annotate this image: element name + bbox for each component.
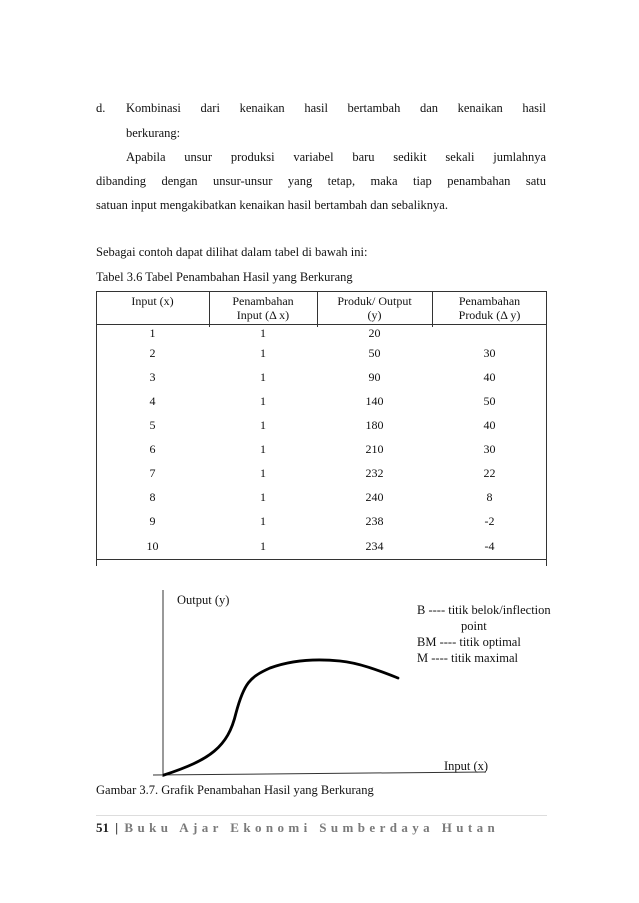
cell-output-increase: 8 bbox=[486, 489, 493, 504]
list-marker: d. bbox=[96, 101, 106, 115]
cell-output-increase: 40 bbox=[483, 369, 496, 384]
table-row bbox=[96, 325, 547, 342]
cell-input-increase: 1 bbox=[260, 417, 266, 432]
table-divider bbox=[209, 291, 210, 327]
cell-output-increase: 30 bbox=[483, 441, 496, 456]
header-input-increase bbox=[209, 292, 317, 325]
header-input bbox=[96, 292, 209, 325]
intro-text: Sebagai contoh dapat dilihat dalam tabel di bawah ini: bbox=[96, 245, 368, 259]
cell-output-increase bbox=[432, 325, 547, 342]
x-axis bbox=[153, 772, 486, 775]
table-border-left bbox=[96, 291, 97, 566]
table-divider bbox=[432, 291, 433, 327]
table-row bbox=[96, 437, 547, 461]
cell-input: 7 bbox=[149, 465, 156, 480]
table-border-right bbox=[546, 291, 547, 566]
cell-output: 234 bbox=[317, 533, 432, 560]
cell-input-increase: 1 bbox=[260, 393, 266, 408]
cell-input-increase: 1 bbox=[260, 369, 266, 384]
cell-input: 6 bbox=[149, 441, 156, 456]
paragraph-line-3: satuan input mengakibatkan kenaikan hasil bertambah dan sebaliknya. bbox=[96, 198, 448, 212]
cell-input: 4 bbox=[149, 393, 156, 408]
cell-output-increase: 30 bbox=[483, 345, 496, 360]
cell-output-increase: 50 bbox=[483, 393, 496, 408]
header-input-increase-line-1: Penambahan bbox=[232, 294, 294, 308]
cell-input-increase: 1 bbox=[260, 513, 266, 528]
cell-input: 9 bbox=[149, 513, 156, 528]
cell-output: 90 bbox=[368, 369, 381, 384]
figure-caption: Gambar 3.7. Grafik Penambahan Hasil yang Berkurang bbox=[96, 783, 374, 797]
cell-input-increase: 1 bbox=[209, 533, 317, 560]
production-table bbox=[96, 291, 547, 560]
header-output-increase-line-2: Produk (Δ y) bbox=[458, 308, 521, 322]
header-input-line-1: Input (x) bbox=[131, 294, 174, 308]
cell-input-increase: 1 bbox=[260, 441, 266, 456]
section-heading-line-2: berkurang: bbox=[126, 126, 181, 140]
cell-input-increase: 1 bbox=[260, 326, 266, 340]
table-header-row bbox=[96, 292, 547, 325]
table-caption: Tabel 3.6 Tabel Penambahan Hasil yang Berkurang bbox=[96, 270, 353, 284]
cell-output: 180 bbox=[365, 417, 384, 432]
x-axis-label: Input (x) bbox=[444, 759, 489, 773]
cell-output-increase: -4 bbox=[432, 533, 547, 560]
cell-output-increase: -2 bbox=[484, 513, 495, 528]
table-row bbox=[96, 341, 547, 365]
legend-optimal: BM ---- titik optimal bbox=[417, 635, 521, 649]
cell-input-increase: 1 bbox=[260, 345, 266, 360]
cell-output: 140 bbox=[365, 393, 384, 408]
table-row bbox=[96, 413, 547, 437]
table-divider bbox=[317, 291, 318, 327]
header-output bbox=[317, 292, 432, 325]
y-axis-label: Output (y) bbox=[177, 593, 230, 607]
cell-output: 50 bbox=[368, 345, 381, 360]
header-output-line-1: Produk/ Output bbox=[337, 294, 412, 308]
table-row bbox=[96, 509, 547, 533]
cell-input: 3 bbox=[149, 369, 156, 384]
table-row bbox=[96, 485, 547, 509]
cell-input-increase: 1 bbox=[260, 489, 266, 504]
page-number: 51 bbox=[96, 820, 109, 835]
cell-input: 1 bbox=[149, 326, 156, 340]
header-output-line-2: (y) bbox=[367, 308, 382, 322]
header-input-increase-line-2: Input (Δ x) bbox=[236, 308, 290, 322]
legend-inflection: B ---- titik belok/inflection bbox=[417, 603, 551, 617]
section-heading-line-1: Kombinasi dari kenaikan hasil bertambah dan kenaikan hasil bbox=[126, 101, 546, 115]
footer-divider bbox=[96, 815, 547, 816]
cell-input-increase: 1 bbox=[260, 465, 266, 480]
cell-output: 232 bbox=[365, 465, 384, 480]
table-row bbox=[96, 389, 547, 413]
table-row bbox=[96, 533, 547, 560]
footer-separator: | bbox=[115, 820, 119, 835]
cell-output-increase: 40 bbox=[483, 417, 496, 432]
header-output-increase bbox=[432, 292, 547, 325]
cell-output: 240 bbox=[365, 489, 384, 504]
book-title: Buku Ajar Ekonomi Sumberdaya Hutan bbox=[124, 820, 500, 835]
paragraph-line-1: Apabila unsur produksi variabel baru sedikit sekali jumlahnya bbox=[126, 150, 546, 164]
table-row bbox=[96, 365, 547, 389]
page-footer bbox=[96, 820, 499, 836]
cell-input: 5 bbox=[149, 417, 156, 432]
production-curve bbox=[164, 660, 398, 775]
table-row bbox=[96, 461, 547, 485]
cell-output: 20 bbox=[368, 326, 381, 340]
cell-input: 8 bbox=[149, 489, 156, 504]
cell-input: 2 bbox=[149, 345, 156, 360]
legend-inflection-cont: point bbox=[461, 619, 487, 633]
header-output-increase-line-1: Penambahan bbox=[458, 294, 521, 308]
legend-maximal: M ---- titik maximal bbox=[417, 651, 519, 665]
cell-output: 238 bbox=[365, 513, 384, 528]
cell-input: 10 bbox=[96, 533, 209, 560]
cell-output-increase: 22 bbox=[483, 465, 496, 480]
paragraph-line-2: dibanding dengan unsur-unsur yang tetap, maka tiap penambahan satu bbox=[96, 174, 546, 188]
cell-output: 210 bbox=[365, 441, 384, 456]
